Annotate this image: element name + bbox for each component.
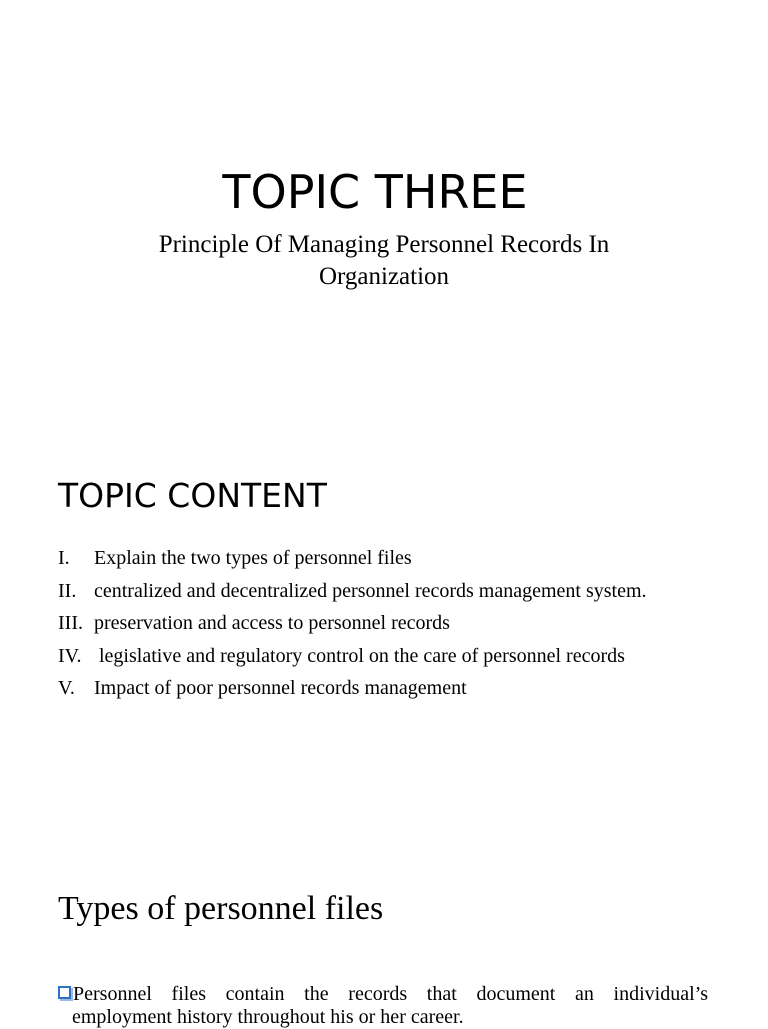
- list-item-text: centralized and decentralized personnel records management system.: [94, 579, 647, 602]
- slide-title: TOPIC THREE: [222, 165, 528, 219]
- list-item-text: preservation and access to personnel records: [94, 612, 450, 634]
- list-item-number: V.: [58, 677, 75, 699]
- topic-content-list: [58, 546, 718, 709]
- list-item-number: IV.: [58, 644, 82, 667]
- paragraph-first-line: [58, 983, 708, 1006]
- list-item-text: Explain the two types of personnel files: [94, 547, 412, 569]
- list-item: [58, 611, 718, 635]
- paragraph-line-2: employment history throughout his or her career.: [72, 1006, 464, 1028]
- slide-subtitle: Principle Of Managing Personnel Records In Organization: [158, 231, 610, 290]
- list-item-text: legislative and regulatory control on the care of personnel records: [94, 644, 625, 667]
- list-item-number: III.: [58, 612, 83, 634]
- paragraph-line-1: Personnel files contain the records that document an individual’s: [73, 983, 708, 1005]
- list-item-number: I.: [58, 547, 70, 569]
- checkbox-square-bullet-icon: [58, 986, 71, 999]
- list-item-text: Impact of poor personnel records management: [94, 677, 467, 699]
- list-item: [58, 546, 718, 570]
- list-item-number: II.: [58, 579, 77, 602]
- types-heading: Types of personnel files: [58, 890, 384, 927]
- bullet-paragraph: [58, 983, 708, 1029]
- list-item: [58, 579, 718, 603]
- list-item: [58, 644, 718, 668]
- topic-content-heading: TOPIC CONTENT: [58, 476, 327, 515]
- list-item: [58, 676, 718, 700]
